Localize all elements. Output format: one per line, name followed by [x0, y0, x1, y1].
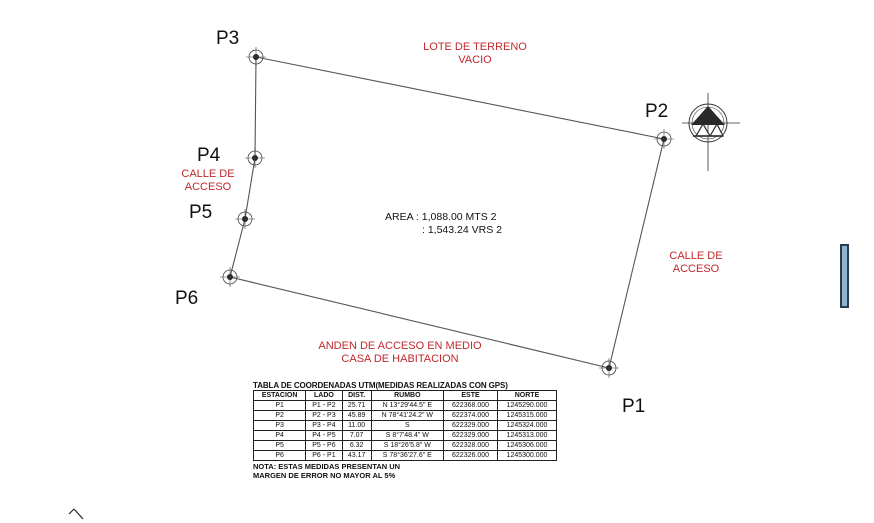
table-row	[254, 421, 557, 431]
table-note	[253, 462, 557, 480]
table-cell: 622326.000	[444, 451, 498, 461]
label-lote	[414, 41, 536, 67]
table-cell: P6	[254, 451, 306, 461]
point-label-p5: P5	[189, 202, 213, 223]
station-marker-p1	[599, 358, 619, 378]
station-marker-p4	[245, 148, 265, 168]
label-calle-right	[661, 250, 731, 276]
table-cell: P4	[254, 431, 306, 441]
station-marker-p3	[246, 47, 266, 67]
table-cell: 1245324.000	[497, 421, 556, 431]
corner-mark-icon	[66, 505, 86, 523]
station-marker-p5	[235, 209, 255, 229]
area-text	[385, 211, 502, 237]
table-cell: 25.71	[342, 401, 371, 411]
table-note-line1: NOTA: ESTAS MEDIDAS PRESENTAN UN	[253, 462, 401, 471]
col-header: NORTE	[497, 391, 556, 401]
table-cell: P3	[254, 421, 306, 431]
label-calle-left-line1: CALLE DE	[181, 168, 235, 180]
table-cell: S 78°36'27.6" E	[371, 451, 443, 461]
table-cell: N 13°29'44.5" E	[371, 401, 443, 411]
table-row	[254, 451, 557, 461]
station-marker-p2	[654, 129, 674, 149]
table-cell: 6.32	[342, 441, 371, 451]
table-cell: N 78°41'24.2" W	[371, 411, 443, 421]
table-cell: S 8°7'48.4" W	[371, 431, 443, 441]
point-label-p3: P3	[216, 28, 240, 49]
label-anden-line2: CASA DE HABITACION	[341, 353, 459, 365]
label-calle-left	[173, 168, 243, 194]
table-cell: 622329.000	[444, 431, 498, 441]
table-cell: 1245300.000	[497, 451, 556, 461]
label-calle-left-line2: ACCESO	[184, 181, 232, 193]
table-cell: 7.07	[342, 431, 371, 441]
table-note-line2: MARGEN DE ERROR NO MAYOR AL 5%	[253, 471, 396, 480]
table-row	[254, 441, 557, 451]
point-label-p4: P4	[197, 145, 221, 166]
label-calle-right-line1: CALLE DE	[669, 250, 723, 262]
north-arrow-icon	[682, 93, 740, 171]
table-cell: S	[371, 421, 443, 431]
table-row	[254, 411, 557, 421]
point-label-p6: P6	[175, 288, 199, 309]
table-cell: P1 - P2	[306, 401, 342, 411]
station-marker-p6	[220, 267, 240, 287]
col-header: DIST.	[342, 391, 371, 401]
table-row	[254, 431, 557, 441]
col-header: LADO	[306, 391, 342, 401]
col-header: ESTE	[444, 391, 498, 401]
table-cell: 622328.000	[444, 441, 498, 451]
point-label-p2: P2	[645, 101, 669, 122]
label-lote-line1: LOTE DE TERRENO	[423, 41, 527, 53]
label-lote-line2: VACIO	[458, 54, 492, 66]
label-anden-line1: ANDEN DE ACCESO EN MEDIO	[318, 340, 482, 352]
table-cell: P3 - P4	[306, 421, 342, 431]
label-anden	[310, 340, 490, 366]
table-cell: P4 - P5	[306, 431, 342, 441]
table-row	[254, 401, 557, 411]
col-header: ESTACION	[254, 391, 306, 401]
table-cell: 11.00	[342, 421, 371, 431]
label-calle-right-line2: ACCESO	[672, 263, 720, 275]
table-cell: P6 - P1	[306, 451, 342, 461]
coordinates-table-block	[253, 382, 557, 480]
table-cell: 1245306.000	[497, 441, 556, 451]
table-cell: P2 - P3	[306, 411, 342, 421]
area-line2: : 1,543.24 VRS 2	[422, 224, 502, 236]
col-header: RUMBO	[371, 391, 443, 401]
table-cell: 1245290.000	[497, 401, 556, 411]
table-cell: 1245313.000	[497, 431, 556, 441]
point-label-p1: P1	[622, 396, 646, 417]
table-cell: S 18°26'5.8" W	[371, 441, 443, 451]
side-scroll-tab[interactable]	[840, 244, 849, 308]
table-cell: 622368.000	[444, 401, 498, 411]
table-cell: 1245315.000	[497, 411, 556, 421]
table-cell: 622329.000	[444, 421, 498, 431]
table-cell: P5 - P6	[306, 441, 342, 451]
table-cell: P2	[254, 411, 306, 421]
table-cell: 622374.000	[444, 411, 498, 421]
coordinates-table	[253, 390, 557, 461]
table-header-row	[254, 391, 557, 401]
table-cell: 43.17	[342, 451, 371, 461]
area-line1: AREA : 1,088.00 MTS 2	[385, 211, 497, 223]
table-cell: P5	[254, 441, 306, 451]
table-title: TABLA DE COORDENADAS UTM(MEDIDAS REALIZADAS CON GPS)	[253, 382, 508, 390]
table-cell: P1	[254, 401, 306, 411]
table-cell: 45.89	[342, 411, 371, 421]
